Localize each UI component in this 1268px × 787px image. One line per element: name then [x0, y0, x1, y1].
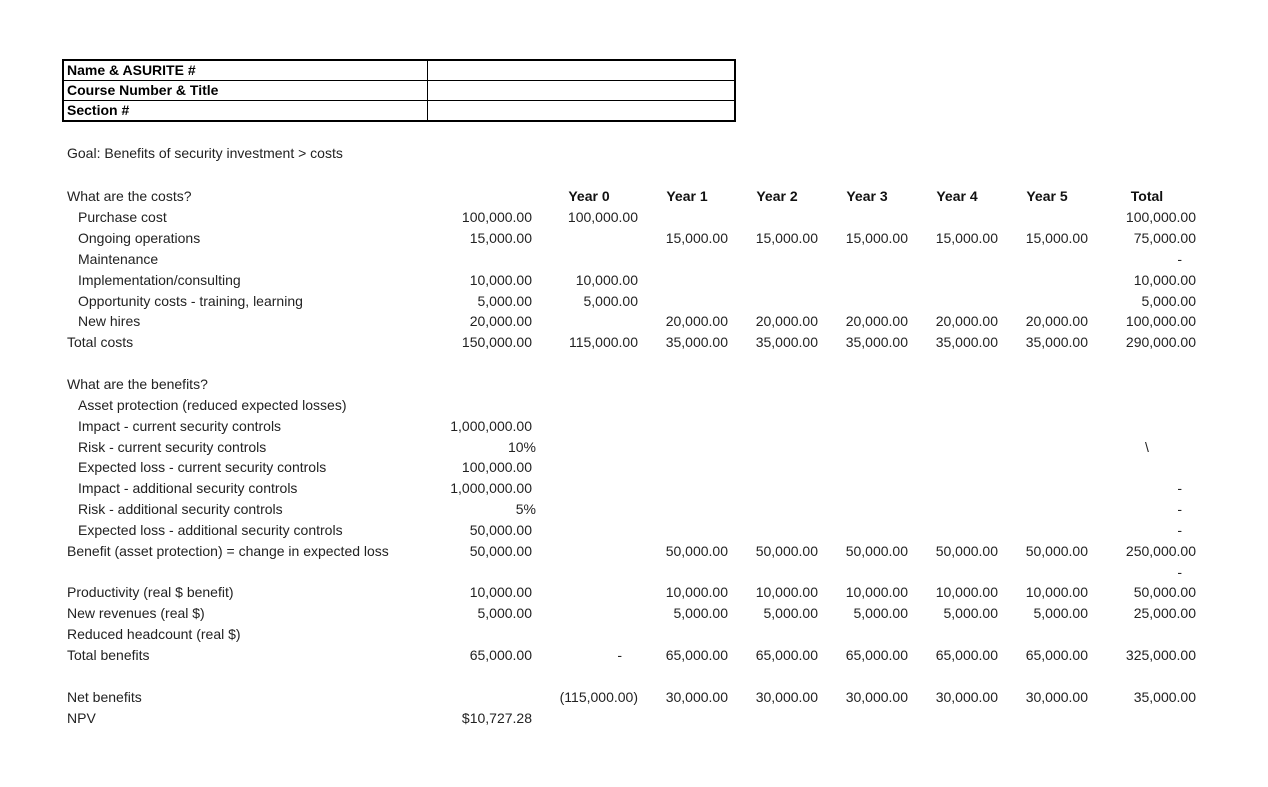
total-value: 35,000.00: [1133, 688, 1196, 705]
year-3-value: 5,000.00: [853, 605, 908, 622]
row-label: Total costs: [67, 334, 134, 351]
year-3-value: 30,000.00: [845, 688, 908, 705]
row-label: Expected loss - current security controls: [78, 459, 327, 476]
year-2-value: 15,000.00: [755, 230, 818, 247]
row-label: Net benefits: [67, 688, 142, 705]
year-5-value: 65,000.00: [1025, 646, 1088, 663]
year-1-value: 50,000.00: [665, 542, 728, 559]
year-0-value: -: [617, 646, 622, 663]
base-value: 5,000.00: [477, 292, 532, 309]
row-label: Opportunity costs - training, learning: [78, 292, 303, 309]
total-value: 5,000.00: [1141, 292, 1196, 309]
total-value: -: [1177, 250, 1182, 267]
total-value: 100,000.00: [1125, 209, 1196, 226]
student-info-table: [62, 59, 736, 122]
net-benefits-row: [0, 686, 1268, 707]
row-label: Total benefits: [67, 646, 150, 663]
total-value: 250,000.00: [1125, 542, 1196, 559]
row-label: Expected loss - additional security controls: [78, 521, 343, 538]
row-label: Productivity (real $ benefit): [67, 584, 234, 601]
row-label: Purchase cost: [78, 209, 167, 226]
year-0-value: (115,000.00): [559, 688, 638, 705]
year-5-value: 15,000.00: [1025, 230, 1088, 247]
year-0-value: 5,000.00: [583, 292, 638, 309]
total-value: 100,000.00: [1125, 313, 1196, 330]
col-year-4: Year 4: [936, 188, 978, 205]
row-label: Implementation/consulting: [78, 271, 241, 288]
section-row: [63, 101, 735, 122]
base-value: 1,000,000.00: [450, 417, 532, 434]
productivity-row: [0, 582, 1268, 603]
base-value: 100,000.00: [461, 459, 532, 476]
row-label: Asset protection (reduced expected losses): [78, 396, 347, 413]
row-label: Risk - current security controls: [78, 438, 267, 455]
opportunity-costs-row: [0, 290, 1268, 311]
purchase-cost-row: [0, 207, 1268, 228]
row-label: Risk - additional security controls: [78, 501, 283, 518]
year-4-value: 30,000.00: [935, 688, 998, 705]
base-value: 10,000.00: [469, 584, 532, 601]
row-label: New revenues (real $): [67, 605, 205, 622]
year-0-value: 115,000.00: [568, 334, 638, 351]
row-label: Ongoing operations: [78, 230, 201, 247]
year-0-value: 100,000.00: [567, 209, 638, 226]
row-label: Benefit (asset protection) = change in expected loss: [67, 542, 389, 559]
course-row: [63, 81, 735, 101]
year-3-value: 15,000.00: [845, 230, 908, 247]
year-2-value: 30,000.00: [755, 688, 818, 705]
total-value: -: [1177, 521, 1182, 538]
new-revenues-row: [0, 603, 1268, 624]
total-value: 25,000.00: [1133, 605, 1196, 622]
col-year-1: Year 1: [666, 188, 708, 205]
year-5-value: 35,000.00: [1025, 334, 1088, 351]
course-label: Course Number & Title: [63, 81, 428, 101]
base-value: 15,000.00: [469, 230, 532, 247]
asset-protection-row: [0, 394, 1268, 415]
year-5-value: 30,000.00: [1025, 688, 1088, 705]
year-3-value: 20,000.00: [845, 313, 908, 330]
year-4-value: 15,000.00: [935, 230, 998, 247]
total-value: 10,000.00: [1133, 271, 1196, 288]
base-value: 20,000.00: [469, 313, 532, 330]
benefit-asset-protection-row: [0, 540, 1268, 561]
spacer-row: [0, 665, 1268, 686]
benefits-header-row: [0, 374, 1268, 395]
risk-additional-row: [0, 499, 1268, 520]
col-year-5: Year 5: [1026, 188, 1068, 205]
row-label: Reduced headcount (real $): [67, 626, 241, 643]
year-2-value: 10,000.00: [755, 584, 818, 601]
year-4-value: 10,000.00: [935, 584, 998, 601]
year-5-value: 20,000.00: [1025, 313, 1088, 330]
ongoing-operations-row: [0, 228, 1268, 249]
section-label: Section #: [63, 101, 428, 122]
name-input-cell[interactable]: [428, 60, 736, 81]
new-hires-row: [0, 311, 1268, 332]
year-5-value: 50,000.00: [1025, 542, 1088, 559]
base-value: 100,000.00: [461, 209, 532, 226]
year-4-value: 35,000.00: [935, 334, 998, 351]
base-value: 50,000.00: [469, 542, 532, 559]
cost-benefit-sheet: [0, 186, 1268, 728]
year-1-value: 20,000.00: [665, 313, 728, 330]
loss-additional-row: [0, 520, 1268, 541]
spacer-row: [0, 353, 1268, 374]
costs-header-row: [0, 186, 1268, 207]
year-2-value: 20,000.00: [755, 313, 818, 330]
col-year-0: Year 0: [568, 188, 610, 205]
total-value: 50,000.00: [1133, 584, 1196, 601]
year-1-value: 5,000.00: [673, 605, 728, 622]
row-label: Impact - additional security controls: [78, 480, 298, 497]
row-label: Impact - current security controls: [78, 417, 282, 434]
implementation-row: [0, 269, 1268, 290]
base-value: 50,000.00: [469, 521, 532, 538]
row-label: NPV: [67, 709, 96, 726]
npv-row: [0, 707, 1268, 728]
base-value: 65,000.00: [469, 646, 532, 663]
name-label: Name & ASURITE #: [63, 60, 428, 81]
year-2-value: 35,000.00: [755, 334, 818, 351]
base-value: 5%: [515, 501, 536, 518]
impact-additional-row: [0, 478, 1268, 499]
year-1-value: 30,000.00: [665, 688, 728, 705]
year-4-value: 65,000.00: [935, 646, 998, 663]
total-value: 290,000.00: [1125, 334, 1196, 351]
year-3-value: 35,000.00: [845, 334, 908, 351]
row-label: Maintenance: [78, 250, 159, 267]
year-4-value: 50,000.00: [935, 542, 998, 559]
course-input-cell[interactable]: [428, 81, 736, 101]
benefits-heading: What are the benefits?: [67, 376, 208, 393]
stray-mark: \: [1145, 438, 1149, 455]
goal-statement: Goal: Benefits of security investment > costs: [67, 145, 343, 161]
year-2-value: 5,000.00: [763, 605, 818, 622]
spacer-row: [0, 561, 1268, 582]
year-5-value: 10,000.00: [1025, 584, 1088, 601]
impact-current-row: [0, 415, 1268, 436]
year-2-value: 65,000.00: [755, 646, 818, 663]
risk-current-row: [0, 436, 1268, 457]
col-year-3: Year 3: [846, 188, 888, 205]
col-year-2: Year 2: [756, 188, 798, 205]
year-1-value: 15,000.00: [665, 230, 728, 247]
total-value: -: [1177, 480, 1182, 497]
npv-value: $10,727.28: [461, 709, 532, 726]
total-costs-row: [0, 332, 1268, 353]
year-3-value: 50,000.00: [845, 542, 908, 559]
base-value: 1,000,000.00: [450, 480, 532, 497]
total-value: -: [1177, 563, 1182, 580]
base-value: 5,000.00: [477, 605, 532, 622]
section-input-cell[interactable]: [428, 101, 736, 122]
year-4-value: 20,000.00: [935, 313, 998, 330]
total-value: 75,000.00: [1133, 230, 1196, 247]
name-row: [63, 60, 735, 81]
year-1-value: 35,000.00: [665, 334, 728, 351]
year-0-value: 10,000.00: [575, 271, 638, 288]
reduced-headcount-row: [0, 624, 1268, 645]
base-value: 10,000.00: [469, 271, 532, 288]
total-value: -: [1177, 501, 1182, 518]
base-value: 150,000.00: [461, 334, 532, 351]
year-3-value: 10,000.00: [845, 584, 908, 601]
loss-current-row: [0, 457, 1268, 478]
maintenance-row: [0, 249, 1268, 270]
total-value: 325,000.00: [1125, 646, 1196, 663]
total-benefits-row: [0, 645, 1268, 666]
year-5-value: 5,000.00: [1033, 605, 1088, 622]
row-label: New hires: [78, 313, 141, 330]
costs-heading: What are the costs?: [67, 188, 192, 205]
year-3-value: 65,000.00: [845, 646, 908, 663]
year-1-value: 65,000.00: [665, 646, 728, 663]
year-4-value: 5,000.00: [943, 605, 998, 622]
year-1-value: 10,000.00: [665, 584, 728, 601]
year-2-value: 50,000.00: [755, 542, 818, 559]
col-total: Total: [1130, 188, 1164, 205]
base-value: 10%: [507, 438, 536, 455]
